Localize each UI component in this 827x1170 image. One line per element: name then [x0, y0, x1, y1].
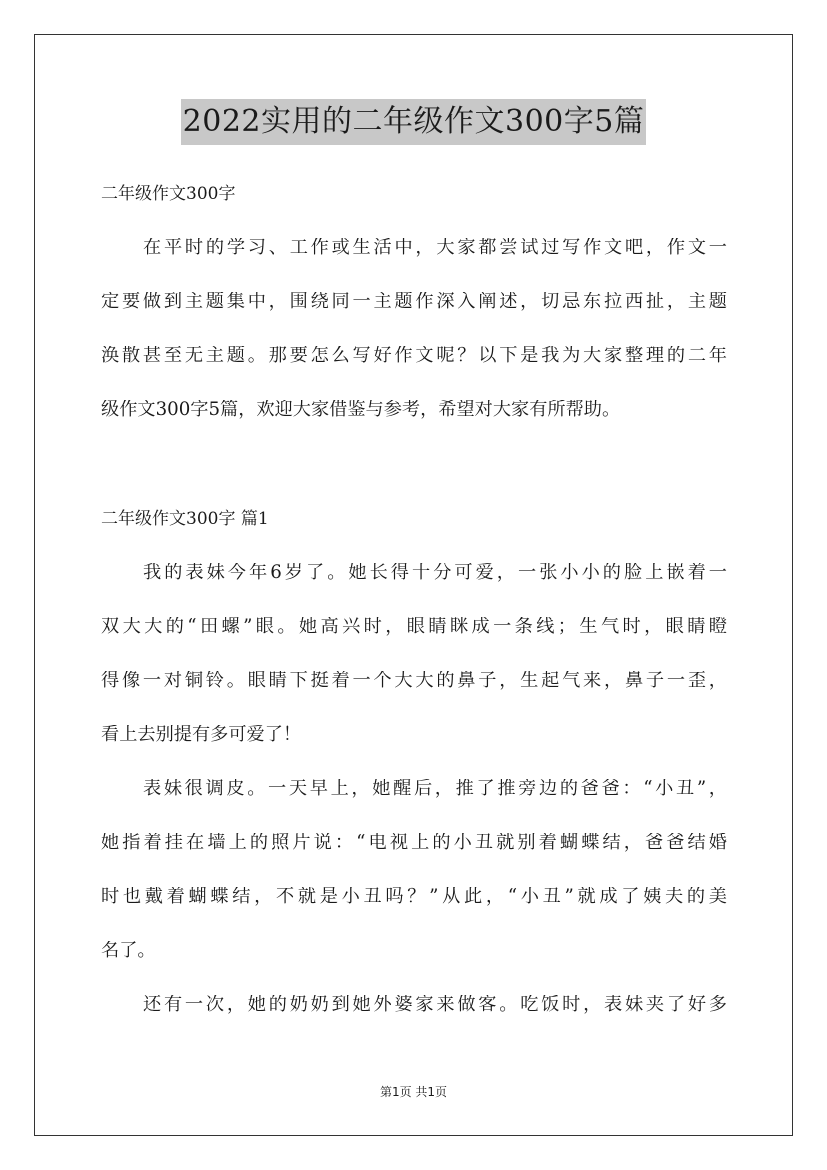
article-paragraph-1 — [101, 563, 727, 779]
title-container — [0, 99, 827, 145]
paragraph2-line-3: 时也戴着蝴蝶结，不就是小丑吗？”从此，“小丑”就成了姨夫的美 — [101, 887, 727, 907]
paragraph1-line-2: 双大大的“田螺”眼。她高兴时，眼睛眯成一条线；生气时，眼睛瞪 — [101, 617, 727, 637]
article-paragraph-2 — [101, 779, 727, 995]
page-footer: 第1页 共1页 — [379, 1085, 448, 1099]
paragraph1-line-4: 看上去别提有多可爱了！ — [101, 725, 302, 745]
intro-paragraph — [101, 238, 727, 454]
document-title: 2022实用的二年级作文300字5篇 — [181, 99, 647, 145]
section-heading: 二年级作文300字 — [101, 184, 236, 204]
paragraph2-line-2: 她指着挂在墙上的照片说：“电视上的小丑就别着蝴蝶结，爸爸结婚 — [101, 833, 727, 853]
intro-line-2: 定要做到主题集中，围绕同一主题作深入阐述，切忌东拉西扯，主题 — [101, 292, 727, 312]
intro-line-4: 级作文300字5篇，欢迎大家借鉴与参考，希望对大家有所帮助。 — [101, 400, 621, 420]
article-heading: 二年级作文300字 篇1 — [101, 509, 269, 529]
article-paragraph-3 — [101, 995, 727, 1049]
intro-line-1: 在平时的学习、工作或生活中，大家都尝试过写作文吧，作文一 — [143, 238, 727, 258]
paragraph3-line-1: 还有一次，她的奶奶到她外婆家来做客。吃饭时，表妹夹了好多 — [143, 995, 727, 1015]
intro-line-3: 涣散甚至无主题。那要怎么写好作文呢？以下是我为大家整理的二年 — [101, 346, 727, 366]
paragraph1-line-1: 我的表妹今年6岁了。她长得十分可爱，一张小小的脸上嵌着一 — [143, 563, 727, 583]
paragraph2-line-1: 表妹很调皮。一天早上，她醒后，推了推旁边的爸爸：“小丑”， — [143, 779, 727, 799]
paragraph2-line-4: 名了。 — [101, 941, 156, 961]
paragraph1-line-3: 得像一对铜铃。眼睛下挺着一个大大的鼻子，生起气来，鼻子一歪， — [101, 671, 727, 691]
